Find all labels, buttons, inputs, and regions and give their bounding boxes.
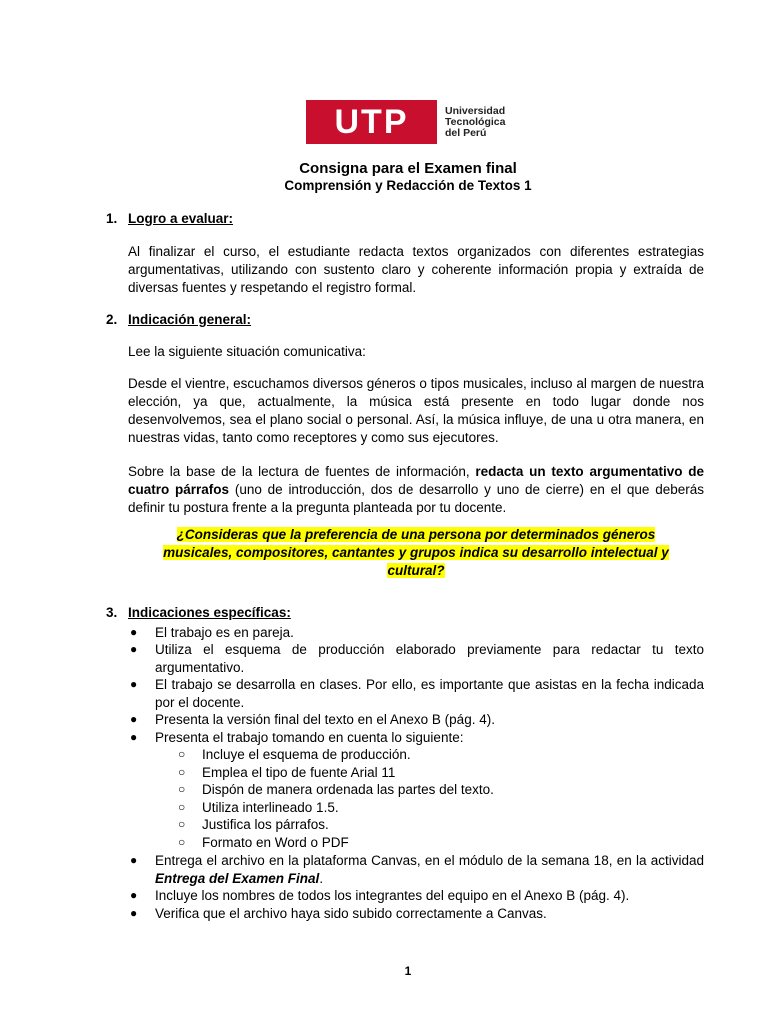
list-item-text: Presenta el trabajo tomando en cuenta lo siguiente:: [155, 730, 464, 745]
list-item: [128, 852, 704, 887]
circle-bullet-icon: ○: [178, 817, 186, 831]
circle-bullet-icon: ○: [178, 747, 186, 761]
intro-paragraph: Lee la siguiente situación comunicativa:: [128, 344, 366, 359]
circle-bullet-icon: ○: [178, 765, 186, 779]
section-title: Indicaciones específicas:: [128, 605, 291, 620]
utp-logo: [306, 100, 505, 144]
highlighted-question: [140, 526, 692, 580]
list-item: [128, 887, 704, 905]
sub-list-item-text: Emplea el tipo de fuente Arial 11: [202, 765, 396, 780]
section-heading-3: [106, 605, 291, 620]
list-item: [128, 711, 704, 729]
list-item-text: Verifica que el archivo haya sido subido correctamente a Canvas.: [155, 906, 547, 921]
bullet-icon: ●: [130, 888, 138, 902]
document-title: Consigna para el Examen final: [299, 160, 517, 177]
list-item: [128, 905, 704, 923]
instruction-paragraph: [128, 463, 704, 517]
list-item-text: El trabajo es en pareja.: [155, 625, 294, 640]
sub-list-item: [178, 834, 349, 852]
section-title: Indicación general:: [128, 312, 252, 327]
list-item: [128, 676, 704, 711]
sub-list-item: [178, 816, 329, 834]
section-number: 3.: [106, 605, 118, 620]
circle-bullet-icon: ○: [178, 835, 186, 849]
sub-list-item-text: Utiliza interlineado 1.5.: [202, 800, 339, 815]
sub-list-item: [178, 764, 395, 782]
section-number: 2.: [106, 312, 118, 327]
sub-list-item-text: Dispón de manera ordenada las partes del texto.: [202, 782, 494, 797]
context-paragraph: Desde el vientre, escuchamos diversos géneros o tipos musicales, incluso al margen de nuestra elección, ya que, actualmente, la música está presente en todo lugar donde nos desenvolvemos, sea el plano social o personal. Así, la música influye, de una u otra manera, en nuestras vidas, tanto como receptores y como sus ejecutores.: [128, 376, 704, 445]
logo-name: [445, 106, 505, 139]
bullet-icon: ●: [130, 712, 138, 726]
circle-bullet-icon: ○: [178, 782, 186, 796]
bullet-icon: ●: [130, 642, 138, 656]
list-item-text: Presenta la versión final del texto en el Anexo B (pág. 4).: [155, 712, 495, 727]
bullet-icon: ●: [130, 853, 138, 867]
list-item-text: Incluye los nombres de todos los integrantes del equipo en el Anexo B (pág. 4).: [155, 888, 630, 903]
list-item-text: .: [319, 870, 324, 886]
sub-list-item-text: Justifica los párrafos.: [202, 817, 329, 832]
bullet-icon: ●: [130, 906, 138, 920]
logo-name-line: Universidad: [445, 104, 506, 117]
circle-bullet-icon: ○: [178, 800, 186, 814]
question-line: ¿Consideras que la preferencia de una persona por determinados géneros: [176, 527, 656, 542]
text-run: Sobre la base de la lectura de fuentes de información,: [128, 464, 476, 479]
sub-list-item: [178, 781, 494, 799]
logo-name-line: del Perú: [445, 126, 487, 139]
sub-list-item-text: Formato en Word o PDF: [202, 835, 349, 850]
bullet-icon: ●: [130, 625, 138, 639]
section-number: 1.: [106, 211, 118, 226]
logo-letters: UTP: [334, 102, 409, 141]
text-run: (uno de introducción, dos de desarrollo y uno de cierre) en el que deberás definir tu postura frente a la pregunta planteada por tu docente.: [128, 482, 704, 515]
question-line: cultural?: [387, 563, 445, 578]
document-subtitle: Comprensión y Redacción de Textos 1: [284, 178, 532, 193]
logro-paragraph: Al finalizar el curso, el estudiante redacta textos organizados con diferentes estrategias argumentativas, utilizando con sustento claro y coherente información propia y extraída de diversas fuentes y respetando el registro formal.: [128, 244, 704, 295]
list-item: [128, 624, 704, 642]
list-item-text: El trabajo se desarrolla en clases. Por ello, es importante que asistas en la fecha indicada por el docente.: [155, 677, 704, 710]
utp-logo-mark: [306, 100, 437, 144]
logo-name-line: Tecnológica: [445, 115, 506, 128]
section-title: Logro a evaluar:: [128, 211, 234, 226]
bullet-icon: ●: [130, 677, 138, 691]
question-line: musicales, compositores, cantantes y grupos indica su desarrollo intelectual y: [163, 545, 669, 560]
list-item-text: Utiliza el esquema de producción elaborado previamente para redactar tu texto argumentativo.: [155, 642, 704, 675]
section-heading-1: [106, 211, 233, 226]
list-item-text: Entrega el archivo en la plataforma Canvas, en el módulo de la semana 18, en la actividad: [155, 853, 704, 868]
page-number: 1: [404, 964, 412, 978]
section-heading-2: [106, 312, 251, 327]
activity-name: Entrega del Examen Final: [155, 870, 320, 886]
sub-list-item-text: Incluye el esquema de producción.: [202, 747, 411, 762]
sub-list-item: [178, 746, 411, 764]
text-run-bold: redacta un texto argumentativo de cuatro párrafos: [128, 464, 704, 497]
sub-list-item: [178, 799, 339, 817]
list-item: [128, 641, 704, 676]
bullet-icon: ●: [130, 730, 138, 744]
list-item: [128, 729, 704, 747]
